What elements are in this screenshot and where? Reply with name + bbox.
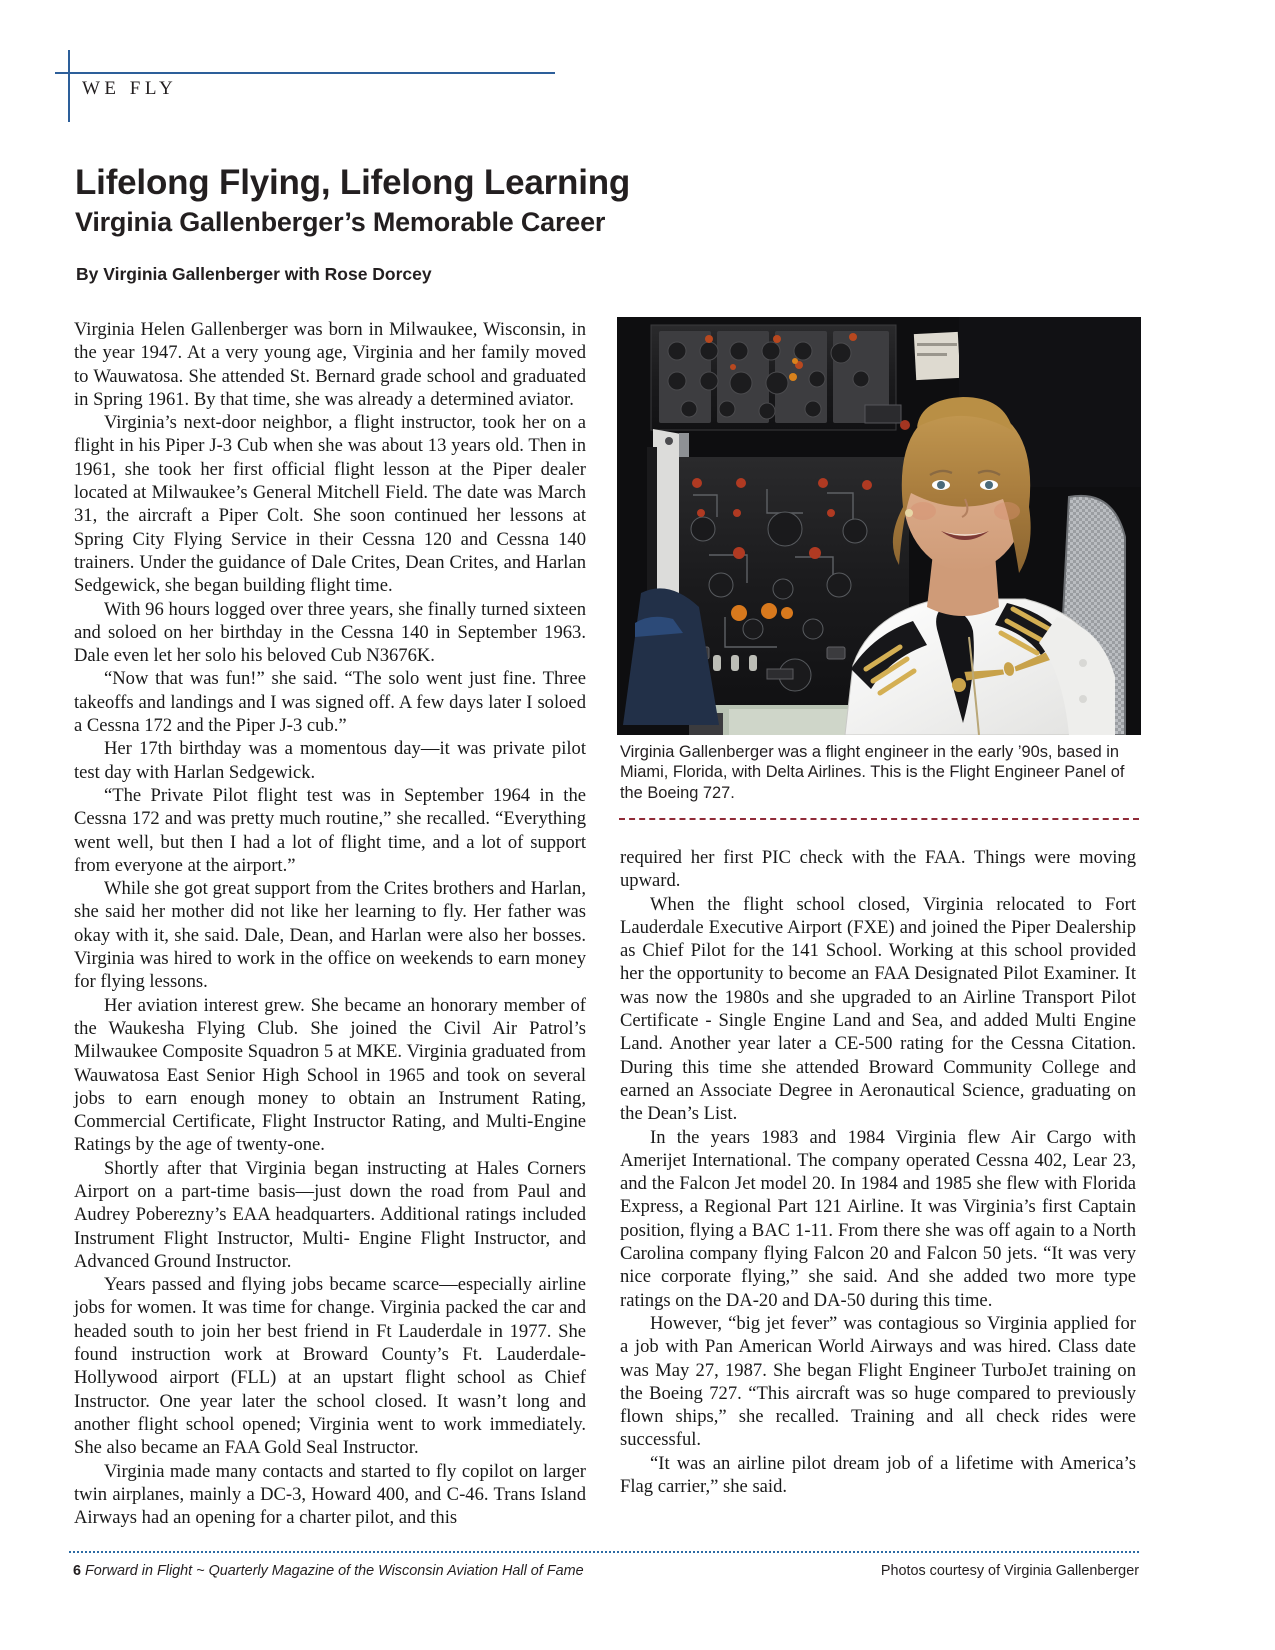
paragraph: required her first PIC check with the FAA. Things were moving upward. (620, 847, 1136, 892)
paragraph: Her aviation interest grew. She became an honorary member of the Waukesha Flying Club. She joined the Civil Air Patrol’s Milwaukee Composite Squadron 5 at MKE. Virginia graduated from Wauwatosa East Senior High School in 1965 and took on several jobs to earn enough money to obtain an Instrument Rating, Commercial Certificate, Flight Instructor Rating, and Multi-Engine Ratings by the age of twenty-one. (74, 994, 586, 1156)
running-header (0, 0, 1275, 150)
paragraph: Years passed and flying jobs became scarce—especially airline jobs for women. It was time for change. Virginia packed the car and headed south to join her best friend in Ft Lauderdale in 1977. She found instruction work at Broward County’s Ft. Lauderdale-Hollywood airport (FLL) at an upstart flight school as Chief Instructor. One year later the school closed. It wasn’t long and another flight school opened; Virginia went to work immediately. She also became an FAA Gold Seal Instructor. (74, 1274, 586, 1459)
paragraph: “It was an airline pilot dream job of a lifetime with America’s Flag carrier,” she said. (620, 1452, 1136, 1498)
paragraph: Her 17th birthday was a momentous day—it was private pilot test day with Harlan Sedgewick. (74, 738, 586, 783)
body-column-left (74, 318, 586, 1529)
header-rule-horizontal (55, 72, 555, 74)
page-number: 6 (73, 1563, 82, 1579)
running-head-label: WE FLY (82, 78, 178, 99)
footer-left (73, 1563, 584, 1579)
photo-caption: Virginia Gallenberger was a flight engineer in the early ’90s, based in Miami, Florida, with Delta Airlines. This is the Flight Engineer Panel of the Boeing 727. (620, 743, 1125, 802)
article-byline: By Virginia Gallenberger with Rose Dorcey (76, 264, 432, 284)
header-rule-vertical (68, 50, 70, 122)
paragraph: When the flight school closed, Virginia relocated to Fort Lauderdale Executive Airport (FXE) and joined the Piper Dealership as Chief Pilot for the 141 School. Working at this school provided her the opportunity to become an FAA Designated Pilot Examiner. It was now the 1980s and she upgraded to an Airline Transport Pilot Certificate - Single Engine Land and Sea, and added Multi Engine Land. Another year later a CE-500 rating for the Cessna Citation. During this time she attended Broward Community College and earned an Associate Degree in Aeronautical Science, graduating on the Dean’s List. (620, 893, 1136, 1125)
article-subhead: Virginia Gallenberger’s Memorable Career (75, 207, 606, 237)
cockpit-photo (617, 317, 1141, 735)
paragraph: Virginia made many contacts and started to fly copilot on larger twin airplanes, mainly a DC-3, Howard 400, and C-46. Trans Island Airways had an opening for a charter pilot, and this (74, 1460, 586, 1529)
paragraph: With 96 hours logged over three years, she finally turned sixteen and soloed on her birthday in the Cessna 140 in September 1963. Dale even let her solo his beloved Cub N3676K. (74, 598, 586, 667)
paragraph: “Now that was fun!” she said. “The solo went just fine. Three takeoffs and landings and I was signed off. A few days later I soloed a Cessna 172 and the Piper J-3 cub.” (74, 668, 586, 737)
title-block (75, 163, 975, 238)
photo-credit: Photos courtesy of Virginia Gallenberger (880, 1563, 1139, 1579)
paragraph: However, “big jet fever” was contagious so Virginia applied for a job with Pan American World Airways and was hired. Class date was May 27, 1987. She began Flight Engineer TurboJet training on the Boeing 727. “This aircraft was so huge compared to previously flown ships,” she recalled. Training and all check rides were successful. (620, 1312, 1136, 1451)
paragraph: Shortly after that Virginia began instructing at Hales Corners Airport on a part-time basis—just down the road from Paul and Audrey Poberezny’s EAA headquarters. Additional ratings included Instrument Flight Instructor, Multi- Engine Flight Instructor, and Advanced Ground Instructor. (74, 1157, 586, 1272)
paragraph: Virginia’s next-door neighbor, a flight instructor, took her on a flight in his Piper J-3 Cub when she was about 13 years old. Then in 1961, she took her first official flight lesson at the Piper dealer located at Milwaukee’s General Mitchell Field. The date was March 31, the aircraft a Piper Colt. She soon continued her lessons at Spring City Flying Service in their Cessna 120 and Cessna 140 trainers. Under the guidance of Dale Crites, Dean Crites, and Harlan Sedgewick, she began building flight time. (74, 412, 586, 597)
magazine-line: Forward in Flight ~ Quarterly Magazine of the Wisconsin Aviation Hall of Fame (85, 1563, 584, 1579)
paragraph: Virginia Helen Gallenberger was born in Milwaukee, Wisconsin, in the year 1947. At a very young age, Virginia and her family moved to Wauwatosa. She attended St. Bernard grade school and graduated in Spring 1961. By that time, she was already a determined aviator. (74, 319, 586, 410)
body-column-right (620, 846, 1136, 1498)
article-headline: Lifelong Flying, Lifelong Learning (75, 163, 631, 202)
paragraph: While she got great support from the Crites brothers and Harlan, she said her mother did not like her learning to fly. Her father was okay with it, she said. Dale, Dean, and Harlan were also her bosses. Virginia was hired to work in the office on weekends to earn money for flying lessons. (74, 878, 586, 993)
paragraph: “The Private Pilot flight test was in September 1964 in the Cessna 172 and was pretty much routine,” she recalled. “Everything went well, but then I had a lot of flight time, and a lot of support from everyone at the airport.” (74, 784, 586, 876)
paragraph: In the years 1983 and 1984 Virginia flew Air Cargo with Amerijet International. The company operated Cessna 402, Lear 23, and the Falcon Jet model 20. In 1984 and 1985 she flew with Florida Express, a Regional Part 121 Airline. It was Virginia’s first Captain position, flying a BAC 1-11. From there she was off again to a North Carolina company flying Falcon 20 and Falcon 50 jets. “It was very nice corporate flying,” she said. And she added two more type ratings on the DA-20 and DA-50 during this time. (620, 1126, 1136, 1311)
footer-rule (69, 1551, 1139, 1553)
column-divider-dashed (619, 818, 1139, 820)
photo-figure (617, 317, 1141, 735)
